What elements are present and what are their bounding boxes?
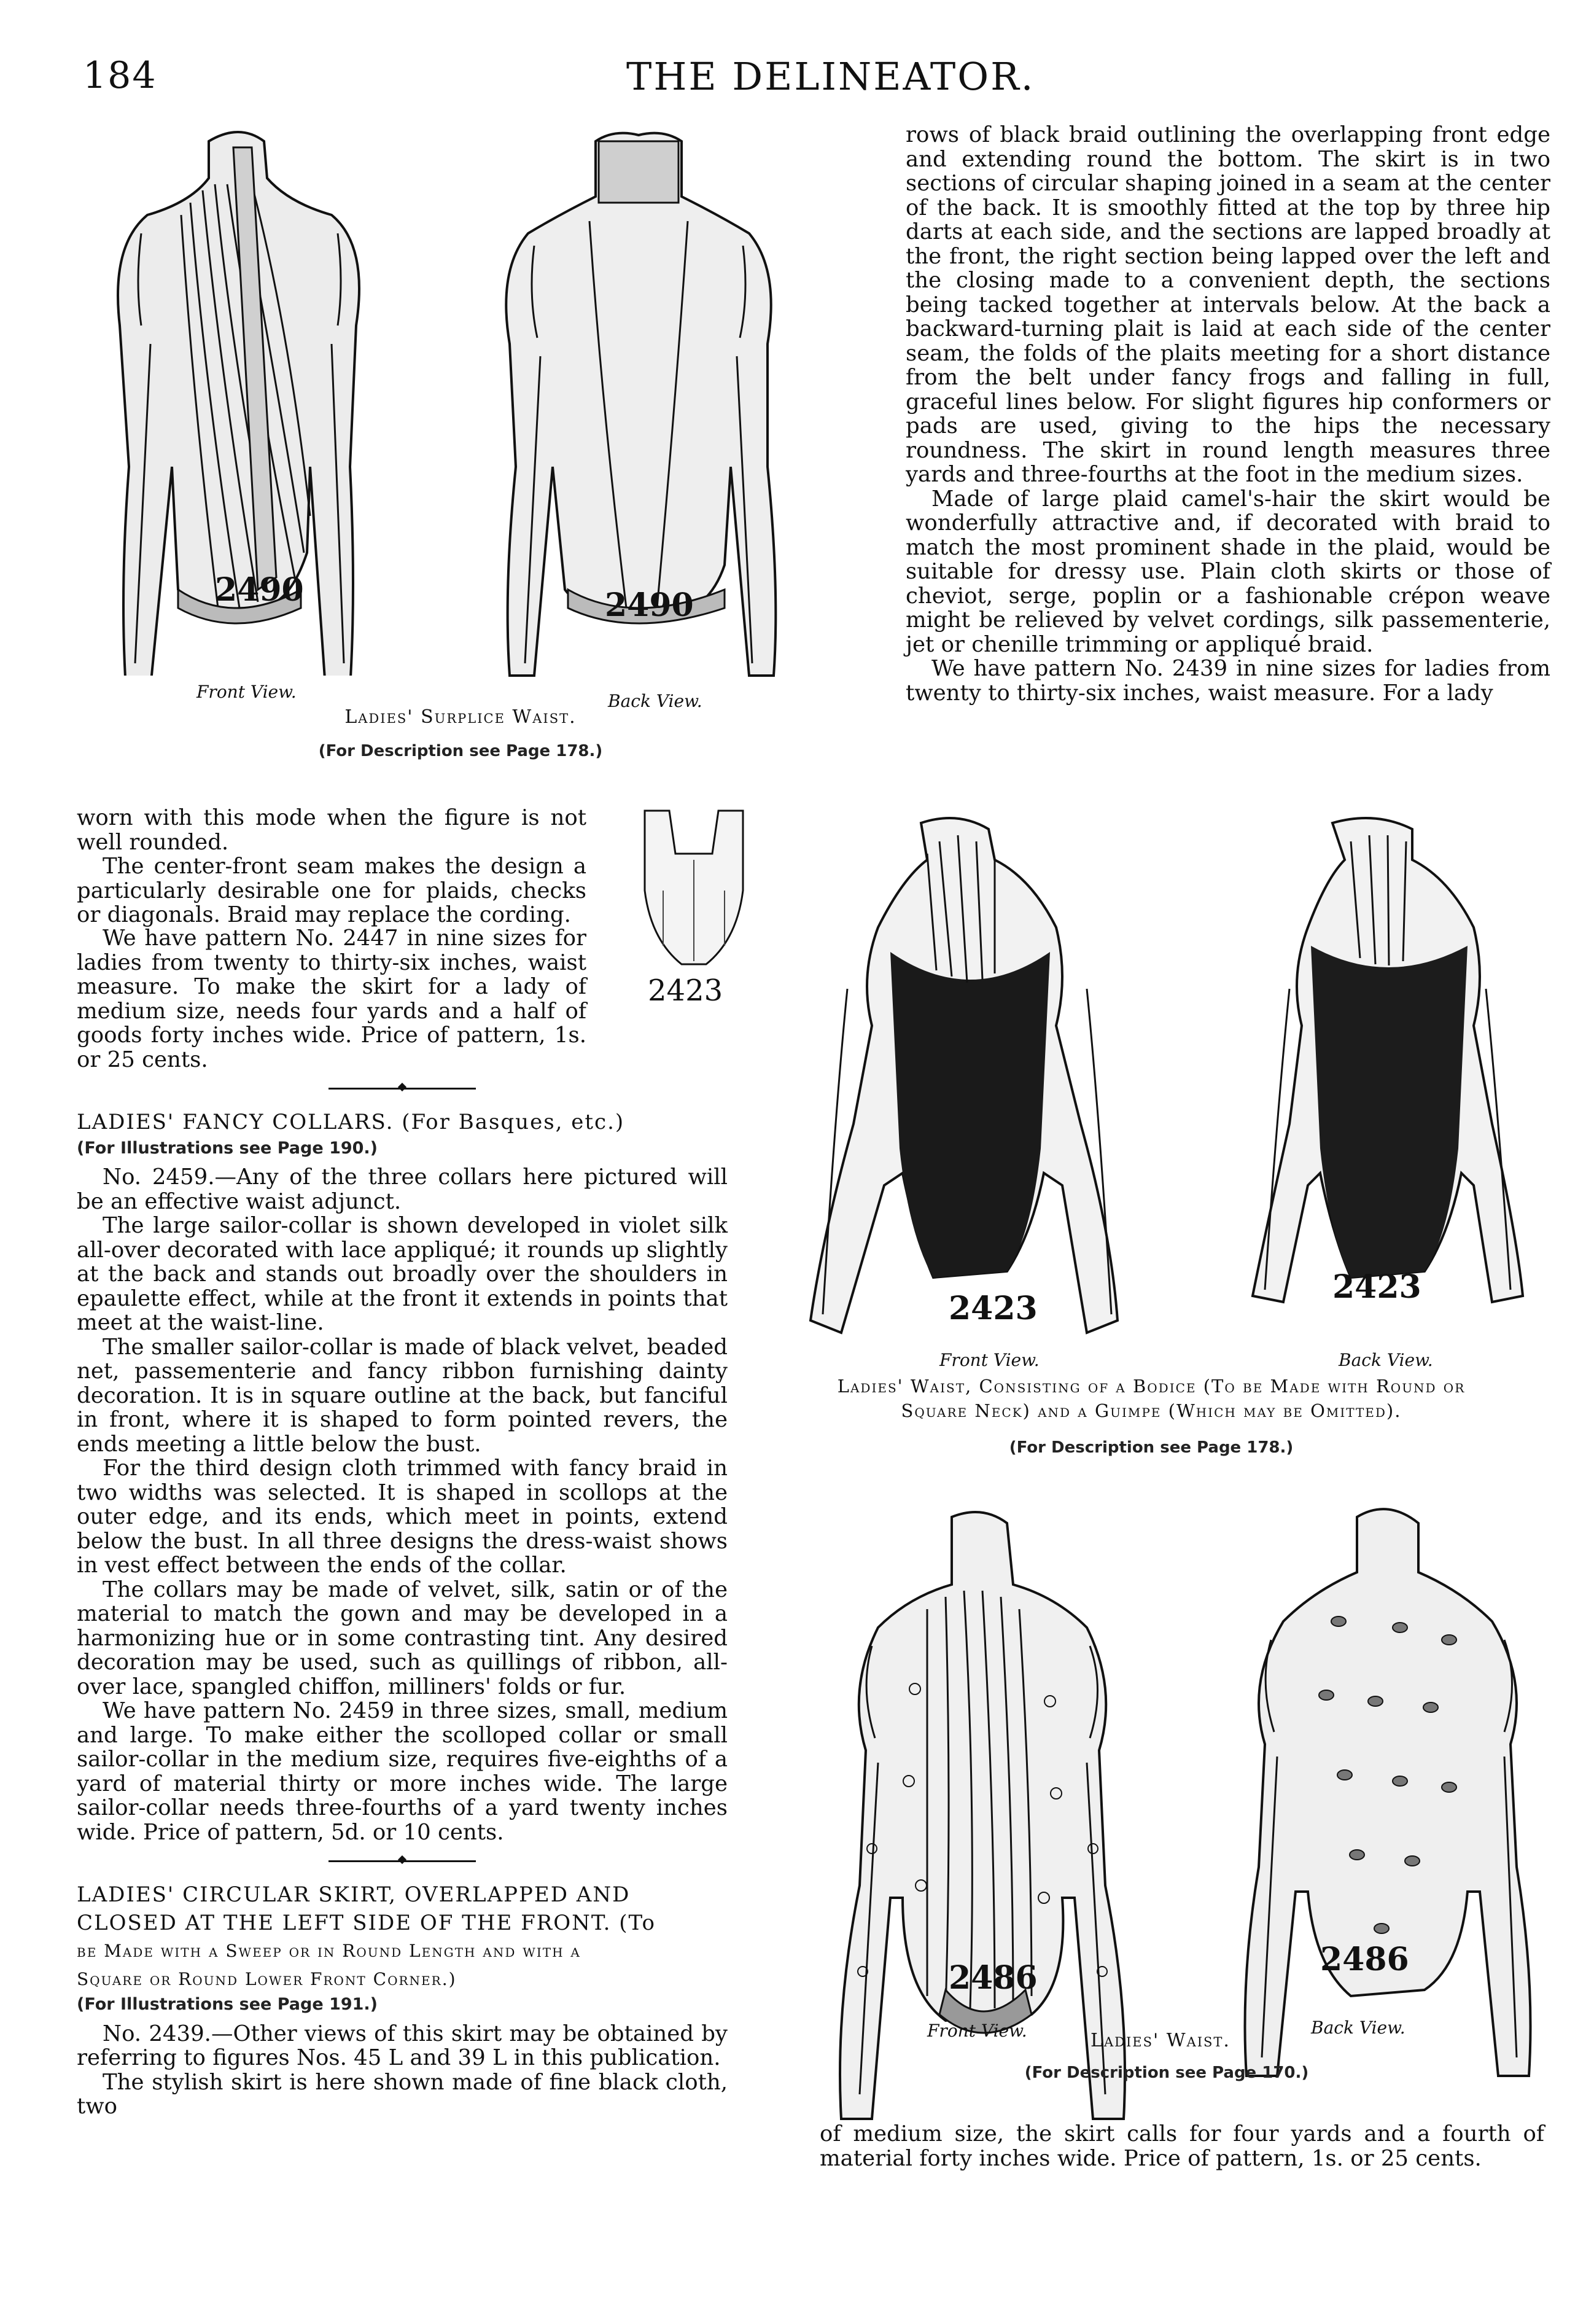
section-reference: (For Illustrations see Page 191.) bbox=[77, 1995, 378, 2014]
front-view-label: Front View. bbox=[196, 682, 297, 702]
paragraph: The stylish skirt is here shown made of fine black cloth, two bbox=[77, 2069, 728, 2119]
top-right-column bbox=[906, 123, 1550, 705]
figure-number: 2490 bbox=[215, 571, 304, 609]
figure-number: 2423 bbox=[648, 973, 723, 1008]
figure-caption: Ladies' Waist. bbox=[1091, 2030, 1230, 2051]
figure-reference: (For Description see Page 170.) bbox=[1024, 2064, 1309, 2082]
waist-front-illustration bbox=[811, 1505, 1154, 2150]
section-heading: be Made with a Sweep or in Round Length and with a bbox=[77, 1941, 581, 1961]
paragraph: The large sailor-collar is shown developed in violet silk all-over decorated with lace appliqué; it rounds up slightly at the back and stands out broadly over the shoulders in epaulette effect, while at the front it extends in points that meet at the waist-line. bbox=[77, 1213, 728, 1335]
figure-caption: Square Neck) and a Guimpe (Which may be Omitted). bbox=[901, 1400, 1402, 1421]
bodice-back-illustration bbox=[1228, 805, 1547, 1345]
figure-number: 2490 bbox=[605, 587, 694, 624]
section-divider bbox=[329, 1860, 476, 1862]
section-heading: CLOSED AT THE LEFT SIDE OF THE FRONT. (To bbox=[77, 1910, 656, 1935]
paragraph: No. 2459.—Any of the three collars here pictured will be an effective waist adjunct. bbox=[77, 1164, 728, 1214]
paragraph: worn with this mode when the figure is not well rounded. bbox=[77, 805, 586, 855]
paragraph: We have pattern No. 2439 in nine sizes for ladies from twenty to thirty-six inches, waist measure. For a lady bbox=[906, 656, 1550, 706]
back-view-label: Back View. bbox=[1311, 2018, 1405, 2038]
back-view-label: Back View. bbox=[608, 691, 702, 711]
left-column-main bbox=[77, 926, 728, 2119]
figure-number: 2423 bbox=[1332, 1268, 1421, 1306]
paragraph: The smaller sailor-collar is made of black velvet, beaded net, passementerie and fancy ribbon furnishing dainty decoration. It is in square outline at the back, but fanciful in front, where it is shaped to form pointed revers, the ends meeting a little below the bust. bbox=[77, 1334, 728, 1457]
front-view-label: Front View. bbox=[927, 2021, 1027, 2041]
section-heading: LADIES' CIRCULAR SKIRT, OVERLAPPED AND bbox=[77, 1882, 631, 1907]
paragraph: of medium size, the skirt calls for four yards and a fourth of material forty inches wide. Price of pattern, 1s. or 25 cents. bbox=[820, 2121, 1544, 2171]
running-head: THE DELINEATOR. bbox=[626, 54, 1035, 99]
figure-number: 2486 bbox=[949, 1959, 1038, 1997]
section-divider bbox=[329, 1088, 476, 1090]
paragraph: The center-front seam makes the design a particularly desirable one for plaids, checks or diagonals. Braid may replace the cording. bbox=[77, 854, 586, 927]
paragraph: We have pattern No. 2447 in nine sizes for ladies from twenty to thirty-six inches, waist measure. To make the skirt for a lady of medium size, needs four yards and a half of goods forty inches wide. Price of pattern, 1s. or 25 cents. bbox=[77, 926, 586, 1072]
paragraph: For the third design cloth trimmed with fancy braid in two widths was selected. It is shaped in scollops at the outer edge, and its ends, which meet in points, extend below the bust. In all three designs the dress-waist shows in vest effect between the ends of the collar. bbox=[77, 1456, 728, 1578]
left-column-intro bbox=[77, 806, 586, 927]
figure-caption: Ladies' Surplice Waist. bbox=[344, 706, 577, 728]
figure-number: 2423 bbox=[949, 1290, 1038, 1327]
section-heading: Square or Round Lower Front Corner.) bbox=[77, 1968, 457, 1989]
paragraph: The collars may be made of velvet, silk, satin or of the material to match the gown and may be developed in a harmonizing hue or in some contrasting tint. Any desired decoration may be used, such as quillings of ribbon, all-over lace, spangled chiffon, milliners' folds or fur. bbox=[77, 1577, 728, 1699]
bodice-front-illustration bbox=[798, 805, 1142, 1345]
figure-reference: (For Description see Page 178.) bbox=[1009, 1438, 1294, 1457]
figure-number: 2486 bbox=[1320, 1941, 1409, 1978]
front-view-label: Front View. bbox=[939, 1350, 1040, 1370]
section-reference: (For Illustrations see Page 190.) bbox=[77, 1138, 378, 1158]
figure-reference: (For Description see Page 178.) bbox=[318, 742, 603, 760]
guimpe-illustration bbox=[626, 798, 761, 977]
paragraph: Made of large plaid camel's-hair the skirt would be wonderfully attractive and, if decorated with braid to match the most prominent shade in the plaid, would be suitable for dressy use. Plain cloth skirts or those of cheviot, serge, poplin or a fashionable crépon weave might be relieved by velvet cordings, silk passementerie, jet or chenille trimming or appliqué braid. bbox=[906, 486, 1550, 657]
back-view-label: Back View. bbox=[1339, 1350, 1433, 1370]
page-number: 184 bbox=[83, 54, 157, 97]
bottom-right-text bbox=[820, 2122, 1544, 2170]
paragraph: We have pattern No. 2459 in three sizes, small, medium and large. To make either the scolloped collar or small sailor-collar in the medium size, requires five-eighths of a yard of material thirty or more inches wide. The large sailor-collar needs three-fourths of a yard twenty inches wide. Price of pattern, 5d. or 10 cents. bbox=[77, 1698, 728, 1845]
paragraph: No. 2439.—Other views of this skirt may be obtained by referring to figures Nos. 45 L and 39 L in this publication. bbox=[77, 2021, 728, 2070]
figure-caption: Ladies' Waist, Consisting of a Bodice (To be Made with Round or bbox=[837, 1376, 1466, 1397]
paragraph: rows of black braid outlining the overlapping front edge and extending round the bottom. The skirt is in two sections of circular shaping joined in a seam at the center of the back. It is smoothly fitted at the top by three hip darts at each side, and the sections are lapped broadly at the front, the right section being lapped over the left and the closing made to a convenient depth, the sections being tacked together at intervals below. At the back a backward-turning plait is laid at each side of the center seam, the folds of the plaits meeting for a short distance from the belt under fancy frogs and falling in full, graceful lines below. For slight figures hip conformers or pads are used, giving to the hips the necessary roundness. The skirt in round length measures three yards and three-fourths at the foot in the medium sizes. bbox=[906, 122, 1550, 487]
section-heading: LADIES' FANCY COLLARS. (For Basques, etc.) bbox=[77, 1110, 625, 1134]
